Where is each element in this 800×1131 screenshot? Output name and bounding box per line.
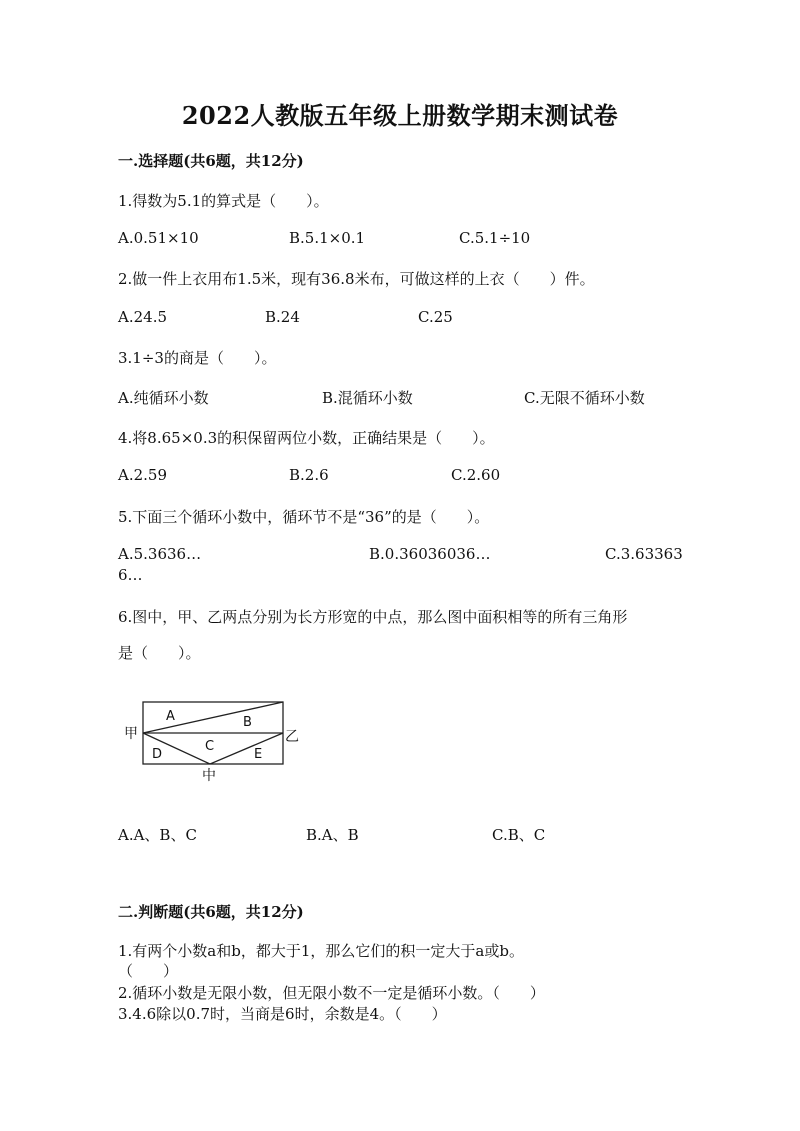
point-label-jia: 甲 (124, 726, 138, 742)
q3-option-b: B.混循环小数 (322, 389, 413, 407)
q4-option-c: C.2.60 (451, 466, 501, 484)
q5-option-c-wrap: 6… (118, 566, 143, 584)
q6-option-a: A.A、B、C (118, 826, 197, 844)
point-label-zhong: 中 (202, 768, 216, 784)
q3-option-a: A.纯循环小数 (118, 389, 209, 407)
region-label-d: D (152, 747, 163, 762)
judgment-1: 1.有两个小数a和b，都大于1，那么它们的积一定大于a或b。 (118, 942, 524, 960)
question-3: 3.1÷3的商是（ ）。 (118, 349, 277, 367)
point-label-yi: 乙 (285, 729, 299, 745)
question-6-line1: 6.图中，甲、乙两点分别为长方形宽的中点，那么图中面积相等的所有三角形 (118, 608, 628, 626)
q3-option-c: C.无限不循环小数 (524, 389, 645, 407)
q1-option-a: A.0.51×10 (118, 229, 199, 247)
q6-option-b: B.A、B (306, 826, 359, 844)
region-label-a: A (166, 709, 175, 724)
page-title: 2022人教版五年级上册数学期末测试卷 (181, 101, 619, 130)
q5-option-a: A.5.3636… (118, 545, 202, 563)
question-2: 2.做一件上衣用布1.5米，现有36.8米布，可做这样的上衣（ ）件。 (118, 270, 595, 288)
judgment-3: 3.4.6除以0.7时，当商是6时，余数是4。（ ） (118, 1005, 447, 1023)
judgment-1-bracket: （ ） (118, 962, 179, 980)
q2-option-c: C.25 (418, 308, 453, 326)
q1-option-c: C.5.1÷10 (459, 229, 531, 247)
region-label-e: E (254, 747, 263, 762)
q5-option-c: C.3.63363 (605, 545, 683, 563)
question-4: 4.将8.65×0.3的积保留两位小数，正确结果是（ ）。 (118, 429, 495, 447)
q4-option-b: B.2.6 (289, 466, 329, 484)
line-zhong-to-yi (210, 733, 283, 764)
q5-option-b: B.0.36036036… (369, 545, 491, 563)
section-heading-choice: 一.选择题(共6题，共12分) (118, 152, 304, 170)
rectangle-triangles-figure (118, 690, 308, 786)
q6-option-c: C.B、C (492, 826, 546, 844)
question-1: 1.得数为5.1的算式是（ ）。 (118, 192, 329, 210)
q2-option-b: B.24 (265, 308, 300, 326)
section-heading-judgment: 二.判断题(共6题，共12分) (118, 903, 304, 921)
diagonal-jia-to-topright (143, 702, 283, 733)
question-6-line2: 是（ ）。 (118, 644, 201, 662)
region-label-c: C (205, 739, 215, 754)
q2-option-a: A.24.5 (118, 308, 167, 326)
q1-option-b: B.5.1×0.1 (289, 229, 366, 247)
judgment-2: 2.循环小数是无限小数，但无限小数不一定是循环小数。（ ） (118, 984, 545, 1002)
region-label-b: B (243, 715, 252, 730)
q4-option-a: A.2.59 (118, 466, 167, 484)
question-5: 5.下面三个循环小数中，循环节不是“36”的是（ ）。 (118, 508, 490, 526)
